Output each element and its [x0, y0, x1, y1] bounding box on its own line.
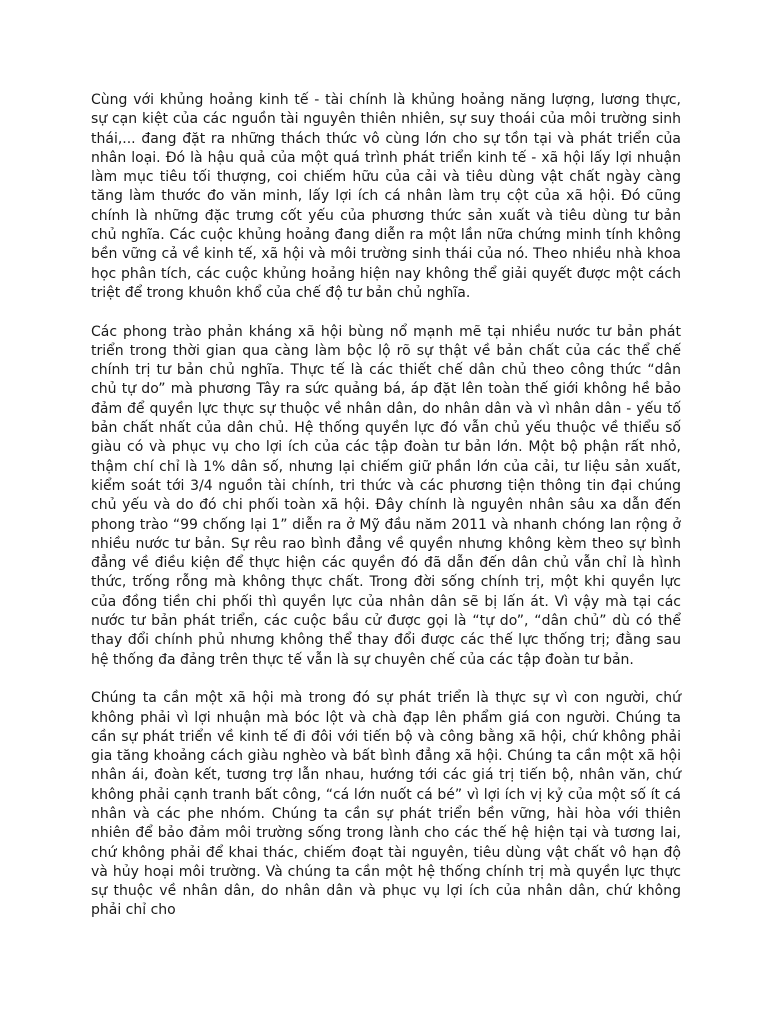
paragraph-3: Chúng ta cần một xã hội mà trong đó sự phát triển là thực sự vì con người, chứ không phải vì lợi nhuận mà bóc lột và chà đạp lên phẩm giá con người. Chúng ta cần sự phát triển về kinh tế đi đôi với tiến bộ và công bằng xã hội, chứ không phải gia tăng khoảng cách giàu nghèo và bất bình đẳng xã hội. Chúng ta cần một xã hội nhân ái, đoàn kết, tương trợ lẫn nhau, hướng tới các giá trị tiến bộ, nhân văn, chứ không phải cạnh tranh bất công, “cá lớn nuốt cá bé” vì lợi ích vị kỷ của một số ít cá nhân và các phe nhóm. Chúng ta cần sự phát triển bền vững, hài hòa với thiên nhiên để bảo đảm môi trường sống trong lành cho các thế hệ hiện tại và tương lai, chứ không phải để khai thác, chiếm đoạt tài nguyên, tiêu dùng vật chất vô hạn độ và hủy hoại môi trường. Và chúng ta cần một hệ thống chính trị mà quyền lực thực sự thuộc về nhân dân, do nhân dân và phục vụ lợi ích của nhân dân, chứ không phải chỉ cho	[91, 690, 681, 919]
paragraph-2: Các phong trào phản kháng xã hội bùng nổ mạnh mẽ tại nhiều nước tư bản phát triển trong thời gian qua càng làm bộc lộ rõ sự thật về bản chất của các thể chế chính trị tư bản chủ nghĩa. Thực tế là các thiết chế dân chủ theo công thức “dân chủ tự do” mà phương Tây ra sức quảng bá, áp đặt lên toàn thế giới không hề bảo đảm để quyền lực thực sự thuộc về nhân dân, do nhân dân và vì nhân dân - yếu tố bản chất nhất của dân chủ. Hệ thống quyền lực đó vẫn chủ yếu thuộc về thiểu số giàu có và phục vụ cho lợi ích của các tập đoàn tư bản lớn. Một bộ phận rất nhỏ, thậm chí chỉ là 1% dân số, nhưng lại chiếm giữ phần lớn của cải, tư liệu sản xuất, kiểm soát tới 3/4 nguồn tài chính, tri thức và các phương tiện thông tin đại chúng chủ yếu và do đó chi phối toàn xã hội. Đây chính là nguyên nhân sâu xa dẫn đến phong trào “99 chống lại 1” diễn ra ở Mỹ đầu năm 2011 và nhanh chóng lan rộng ở nhiều nước tư bản. Sự rêu rao bình đẳng về quyền nhưng không kèm theo sự bình đẳng về điều kiện để thực hiện các quyền đó đã dẫn đến dân chủ vẫn chỉ là hình thức, trống rỗng mà không thực chất. Trong đời sống chính trị, một khi quyền lực của đồng tiền chi phối thì quyền lực của nhân dân sẽ bị lấn át. Vì vậy mà tại các nước tư bản phát triển, các cuộc bầu cử được gọi là “tự do”, “dân chủ” dù có thể thay đổi chính phủ nhưng không thể thay đổi được các thế lực thống trị; đằng sau hệ thống đa đảng trên thực tế vẫn là sự chuyên chế của các tập đoàn tư bản.	[91, 323, 681, 668]
paragraph-1: Cùng với khủng hoảng kinh tế - tài chính là khủng hoảng năng lượng, lương thực, sự cạn kiệt của các nguồn tài nguyên thiên nhiên, sự suy thoái của môi trường sinh thái,... đang đặt ra những thách thức vô cùng lớn cho sự tồn tại và phát triển của nhân loại. Đó là hậu quả của một quá trình phát triển kinh tế - xã hội lấy lợi nhuận làm mục tiêu tối thượng, coi chiếm hữu của cải và tiêu dùng vật chất ngày càng tăng làm thước đo văn minh, lấy lợi ích cá nhân làm trụ cột của xã hội. Đó cũng chính là những đặc trưng cốt yếu của phương thức sản xuất và tiêu dùng tư bản chủ nghĩa. Các cuộc khủng hoảng đang diễn ra một lần nữa chứng minh tính không bền vững cả về kinh tế, xã hội và môi trường sinh thái của nó. Theo nhiều nhà khoa học phân tích, các cuộc khủng hoảng hiện nay không thể giải quyết được một cách triệt để trong khuôn khổ của chế độ tư bản chủ nghĩa.	[91, 92, 681, 301]
document-body	[91, 91, 681, 921]
